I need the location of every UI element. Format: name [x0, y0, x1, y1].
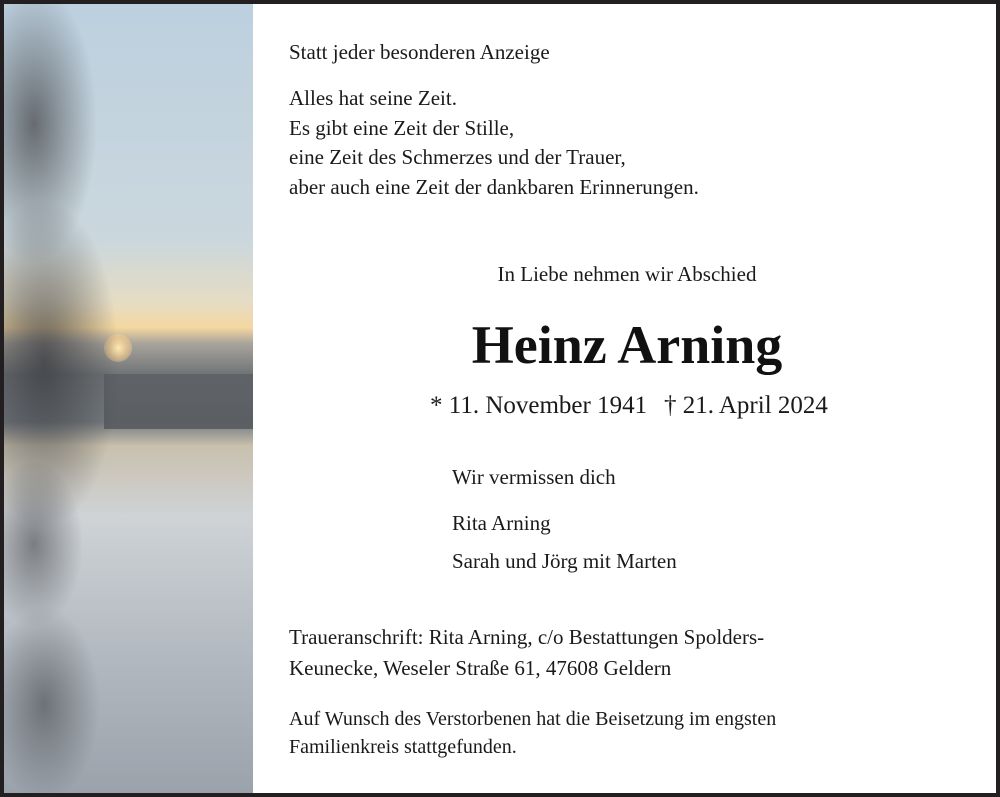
note-line: Familienkreis stattgefunden.	[289, 736, 517, 758]
poem-line: Es gibt eine Zeit der Stille,	[289, 116, 515, 140]
deceased-name: Heinz Arning	[471, 315, 783, 375]
poem-line: aber auch eine Zeit der dankbaren Erinnerungen.	[289, 175, 699, 199]
header-text: Statt jeder besonderen Anzeige	[289, 40, 550, 64]
tree-silhouette	[4, 4, 134, 793]
poem-line: Alles hat seine Zeit.	[289, 86, 457, 110]
death-date: † 21. April 2024	[664, 392, 828, 419]
address-line: Traueranschrift: Rita Arning, c/o Bestattungen Spolders-	[289, 625, 765, 649]
mourner: Sarah und Jörg mit Marten	[452, 549, 677, 573]
address-line: Keunecke, Weseler Straße 61, 47608 Geldern	[289, 656, 672, 680]
poem-line: eine Zeit des Schmerzes und der Trauer,	[289, 145, 626, 169]
birth-date: * 11. November 1941	[430, 392, 648, 419]
sunset-lake-photo	[4, 4, 253, 793]
intro-text: In Liebe nehmen wir Abschied	[497, 262, 757, 286]
miss-text: Wir vermissen dich	[452, 465, 616, 489]
mourner: Rita Arning	[452, 511, 551, 535]
note-line: Auf Wunsch des Verstorbenen hat die Beisetzung im engsten	[289, 708, 777, 730]
